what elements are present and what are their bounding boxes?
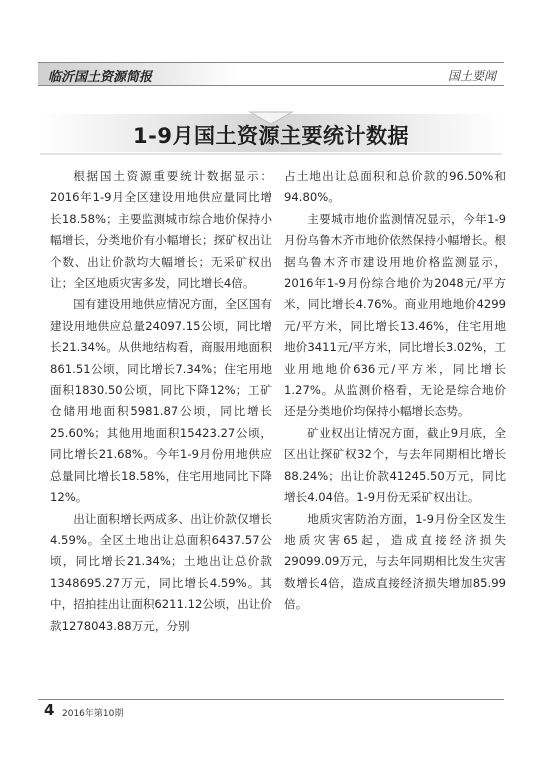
paragraph-continuation: 占土地出让总面积和总价款的96.50%和94.80%。: [284, 169, 506, 205]
paragraph: 国有建设用地供应情况方面，全区国有建设用地供应总量24097.15公顷，同比增长21.34%。从供地结构看，商服用地面积861.51公顷，同比增长7.34%；住宅用地面积1830.50公顷，同比下降12%；工矿仓储用地面积5981.87公顷，同比增长25.60%；其他用地面积15423.27公顷，同比增长21.68%。今年1-9月份用地供应总量同比增长18.58%，住宅用地同比下降12%。: [50, 297, 272, 505]
paragraph: 主要城市地价监测情况显示，今年1-9月份乌鲁木齐市地价依然保持小幅增长。根据乌鲁木齐市建设用地价格监测显示，2016年1-9月份综合地价为2048元/平方米，同比增长4.76%。商业用地地价4299元/平方米，同比增长13.46%，住宅用地地价3411元/平方米，同比增长3.02%，工业用地地价636元/平方米，同比增长1.27%。从监测价格看，无论是综合地价还是分类地价均保持小幅增长态势。: [284, 211, 506, 419]
journal-name: 临沂国土资源简报: [48, 70, 153, 85]
section-label: 国土要闻: [447, 69, 496, 83]
paragraph: 根据国土资源重要统计数据显示：2016年1-9月全区建设用地供应量同比增长18.58%；主要监测城市综合地价保持小幅增长，分类地价有小幅增长；探矿权出让个数、出让价款均大幅增长；无采矿权出让；全区地质灾害多发，同比增长4倍。: [50, 169, 272, 291]
issue-label: 2016年第10期: [62, 709, 124, 719]
paragraph: 地质灾害防治方面，1-9月份全区发生地质灾害65起，造成直接经济损失29099.09万元，与去年同期相比发生灾害数增长4倍，造成直接经济损失增加85.99倍。: [284, 511, 506, 612]
journal-name-band: [38, 63, 238, 85]
article-title: 1-9月国土资源主要统计数据: [133, 124, 409, 148]
title-band: [40, 110, 502, 158]
page-number: 4: [44, 701, 55, 719]
right-column: [284, 166, 506, 616]
paragraph: 矿业权出让情况方面，截止9月底，全区出让探矿权32个，与去年同期相比增长88.24%；出让价款41245.50万元，同比增长4.04倍。1-9月份无采矿权出让。: [284, 425, 506, 505]
paragraph: 出让面积增长两成多、出让价款仅增长4.59%。全区土地出让总面积6437.57公顷，同比增长21.34%；土地出让总价款1348695.27万元，同比增长4.59%。其中，招拍挂出让面积6211.12公顷，出让价款1278043.88万元，分别: [50, 511, 272, 633]
footer-divider: [38, 699, 504, 700]
page-header: [38, 62, 504, 86]
left-column: [50, 166, 272, 637]
